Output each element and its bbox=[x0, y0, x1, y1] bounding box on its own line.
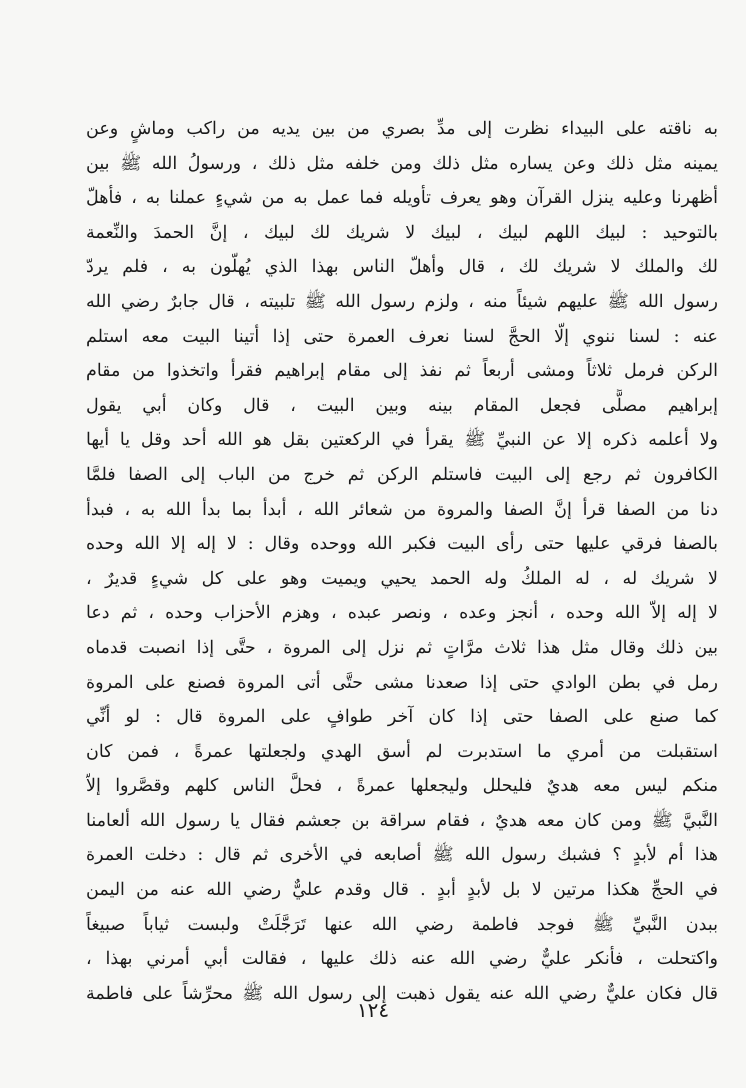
text-line: لا إله إلاّ الله وحده ، أنجز وعده ، ونصر عبده ، وهزم الأحزاب وحده ، ثم دعا bbox=[86, 603, 718, 624]
text-line: بالصفا فرقي عليها حتى رأى البيت فكبر الله ووحده وقال : لا إله إلا الله وحده bbox=[86, 534, 718, 555]
text-line: في الحجِّ هكذا مرتين لا بل لأبدٍ أبدٍ . قال وقدم عليٌّ رضي الله عنه من اليمن bbox=[86, 880, 718, 901]
text-line: ببدن النَّبيِّ ﷺ فوجد فاطمة رضي الله عنها تَرَجَّلَتْ ولبست ثياباً صبيغاً bbox=[86, 914, 718, 935]
page-number: ١٢٤ bbox=[356, 998, 390, 1022]
text-line: الكافرون ثم رجع إلى البيت فاستلم الركن ثم خرج من الباب إلى الصفا فلمَّا bbox=[86, 464, 718, 485]
text-line: كما صنع على الصفا حتى إذا كان آخر طوافٍ على المروة قال : لو أنِّي bbox=[86, 707, 718, 728]
text-line: منكم ليس معه هديٌ فليحلل وليجعلها عمرةً ، فحلَّ الناس كلهم وقصَّروا إلاّ bbox=[86, 776, 718, 797]
text-line: هذا أم لأبدٍ ؟ فشبك رسول الله ﷺ أصابعه في الأخرى ثم قال : دخلت العمرة bbox=[86, 845, 718, 866]
text-line: واكتحلت ، فأنكر عليٌّ رضي الله عنه ذلك عليها ، فقالت أبي أمرني بهذا ، bbox=[86, 949, 718, 970]
text-line: قال فكان عليٌّ رضي الله عنه يقول ذهبت إلى رسول الله ﷺ محرِّشاً على فاطمة bbox=[86, 983, 718, 1004]
text-line: دنا من الصفا قرأ إنَّ الصفا والمروة من شعائر الله ، أبدأ بما بدأ الله به ، فبدأ bbox=[86, 499, 718, 520]
text-line: الركن فرمل ثلاثاً ومشى أربعاً ثم نفذ إلى مقام إبراهيم فقرأ واتخذوا من مقام bbox=[86, 361, 718, 382]
text-line: إبراهيم مصلًّى فجعل المقام بينه وبين البيت ، قال وكان أبي يقول bbox=[86, 395, 718, 416]
text-line: عنه : لسنا ننوي إلّا الحجَّ لسنا نعرف العمرة حتى إذا أتينا البيت معه استلم bbox=[86, 326, 718, 347]
text-line: لا شريك له ، له الملكُ وله الحمد يحيي ويميت وهو على كل شيءٍ قديرٌ ، bbox=[86, 568, 718, 589]
text-line: بالتوحيد : لبيك اللهم لبيك ، لبيك لا شريك لك لبيك ، إنَّ الحمدَ والنِّعمة bbox=[86, 222, 718, 243]
text-line: رسول الله ﷺ عليهم شيئاً منه ، ولزم رسول الله ﷺ تلبيته ، قال جابرٌ رضي الله bbox=[86, 291, 718, 312]
text-line: استقبلت من أمري ما استدبرت لم أسق الهدي ولجعلتها عمرةً ، فمن كان bbox=[86, 741, 718, 762]
text-line: بين ذلك وقال مثل هذا ثلاث مرَّاتٍ ثم نزل إلى المروة ، حتَّى إذا انصبت قدماه bbox=[86, 637, 718, 658]
text-line: لك والملك لا شريك لك ، قال وأهلّ الناس بهذا الذي يُهلّون به ، فلم يردّ bbox=[86, 257, 718, 278]
text-line: أظهرنا وعليه ينزل القرآن وهو يعرف تأويله فما عمل به من شيءٍ عملنا به ، فأهلّ bbox=[86, 188, 718, 209]
body-text bbox=[86, 112, 718, 1011]
text-line: ولا أعلمه ذكره إلا عن النبيِّ ﷺ يقرأ في الركعتين بقل هو الله أحد وقل يا أيها bbox=[86, 430, 718, 451]
text-line: رمل في بطن الوادي حتى إذا صعدنا مشى حتَّى أتى المروة فصنع على المروة bbox=[86, 672, 718, 693]
text-line: يمينه مثل ذلك وعن يساره مثل ذلك ومن خلفه مثل ذلك ، ورسولُ الله ﷺ بين bbox=[86, 153, 718, 174]
text-line: النَّبيَّ ﷺ ومن كان معه هديٌ ، فقام سراقة بن جعشم فقال يا رسول الله ألعامنا bbox=[86, 810, 718, 831]
text-line: به ناقته على البيداء نظرت إلى مدِّ بصري من بين يديه من راكب وماشٍ وعن bbox=[86, 119, 718, 139]
